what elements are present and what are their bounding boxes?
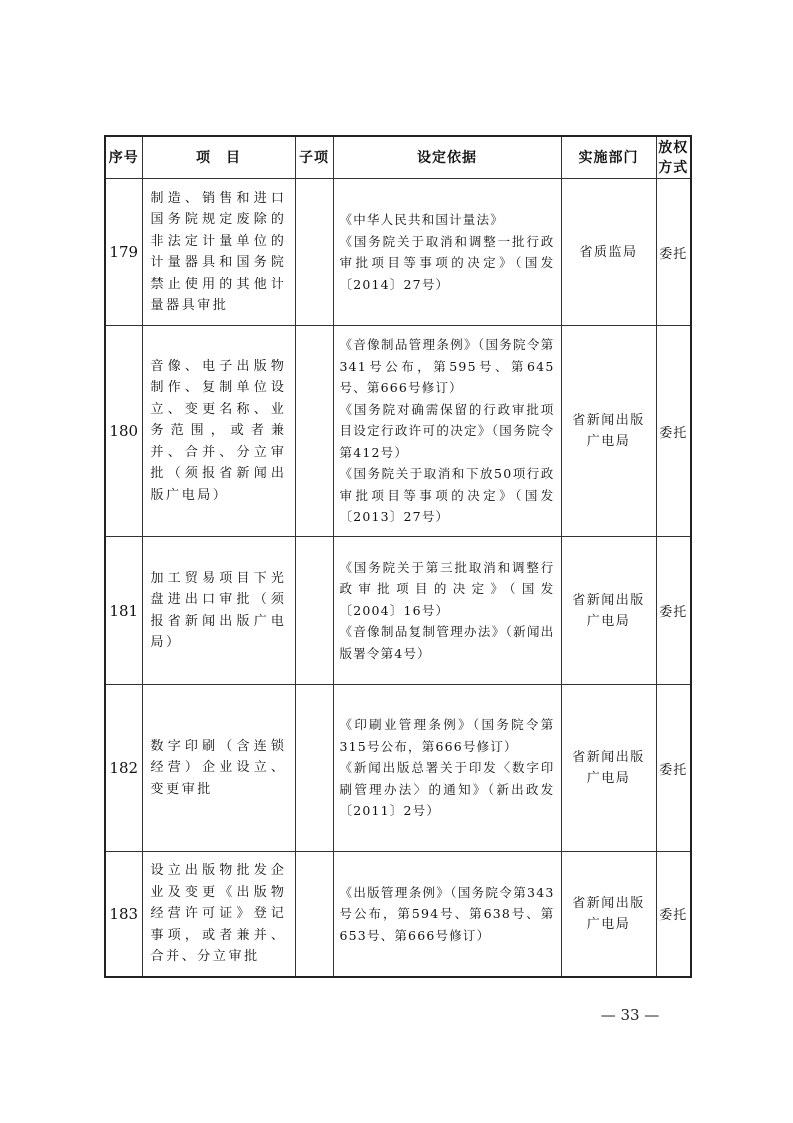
cell-delegation-mode: 委托: [656, 537, 691, 685]
cell-delegation-mode: 委托: [656, 685, 691, 852]
basis-line: 《新闻出版总署关于印发〈数字印刷管理办法〉的通知》（新出政发〔2011〕2号）: [339, 760, 555, 819]
basis-line: 《音像制品复制管理办法》（新闻出版署令第4号）: [339, 624, 555, 661]
header-serial-number: 序号: [105, 136, 142, 179]
header-item: 项 目: [142, 136, 295, 179]
basis-line: 《中华人民共和国计量法》: [339, 212, 504, 227]
cell-sub-item: [295, 537, 333, 685]
cell-department: 省质监局: [561, 179, 656, 326]
table-row: [105, 179, 691, 326]
cell-delegation-mode: 委托: [656, 179, 691, 326]
basis-line: 《国务院关于取消和下放50项行政审批项目等事项的决定》（国发〔2013〕27号）: [339, 466, 555, 525]
header-delegation-mode: 放权方式: [656, 136, 691, 179]
page-number: — 33 —: [600, 1006, 660, 1024]
cell-delegation-mode: 委托: [656, 326, 691, 537]
cell-delegation-mode: 委托: [656, 852, 691, 977]
cell-item: 制造、销售和进口国务院规定废除的非法定计量单位的计量器具和国务院禁止使用的其他计量器具审批: [142, 179, 295, 326]
cell-department: 省新闻出版广电局: [561, 852, 656, 977]
cell-item: 数字印刷（含连锁经营）企业设立、变更审批: [142, 685, 295, 852]
cell-serial-number: 180: [105, 326, 142, 537]
cell-department: 省新闻出版广电局: [561, 537, 656, 685]
basis-line: 《国务院关于第三批取消和调整行政审批项目的决定》（国发〔2004〕16号）: [339, 559, 555, 618]
cell-legal-basis: [333, 326, 561, 537]
cell-serial-number: 183: [105, 852, 142, 977]
header-legal-basis: 设定依据: [333, 136, 561, 179]
cell-legal-basis: [333, 852, 561, 977]
basis-line: 《音像制品管理条例》（国务院令第341号公布，第595号、第645号、第666号修订）: [339, 337, 555, 396]
cell-item: 设立出版物批发企业及变更《出版物经营许可证》登记事项，或者兼并、合并、分立审批: [142, 852, 295, 977]
cell-item: 音像、电子出版物制作、复制单位设立、变更名称、业务范围，或者兼并、合并、分立审批（须报省新闻出版广电局）: [142, 326, 295, 537]
approval-items-table: [104, 135, 692, 978]
table-row: [105, 537, 691, 685]
header-implementing-department: 实施部门: [561, 136, 656, 179]
cell-legal-basis: [333, 179, 561, 326]
cell-sub-item: [295, 326, 333, 537]
table-header-row: [105, 136, 691, 179]
table-row: [105, 326, 691, 537]
cell-department: 省新闻出版广电局: [561, 685, 656, 852]
cell-item: 加工贸易项目下光盘进出口审批（须报省新闻出版广电局）: [142, 537, 295, 685]
cell-serial-number: 179: [105, 179, 142, 326]
table-row: [105, 852, 691, 977]
cell-sub-item: [295, 685, 333, 852]
cell-serial-number: 181: [105, 537, 142, 685]
cell-legal-basis: [333, 537, 561, 685]
basis-line: 《印刷业管理条例》（国务院令第315号公布，第666号修订）: [339, 717, 555, 754]
cell-sub-item: [295, 179, 333, 326]
basis-line: 《国务院对确需保留的行政审批项目设定行政许可的决定》（国务院令第412号）: [339, 401, 555, 460]
cell-sub-item: [295, 852, 333, 977]
header-sub-item: 子项: [295, 136, 333, 179]
cell-department: 省新闻出版广电局: [561, 326, 656, 537]
basis-line: 《出版管理条例》（国务院令第343号公布，第594号、第638号、第653号、第666号修订）: [339, 884, 555, 943]
table-row: [105, 685, 691, 852]
cell-legal-basis: [333, 685, 561, 852]
cell-serial-number: 182: [105, 685, 142, 852]
basis-line: 《国务院关于取消和调整一批行政审批项目等事项的决定》（国发〔2014〕27号）: [339, 233, 555, 292]
